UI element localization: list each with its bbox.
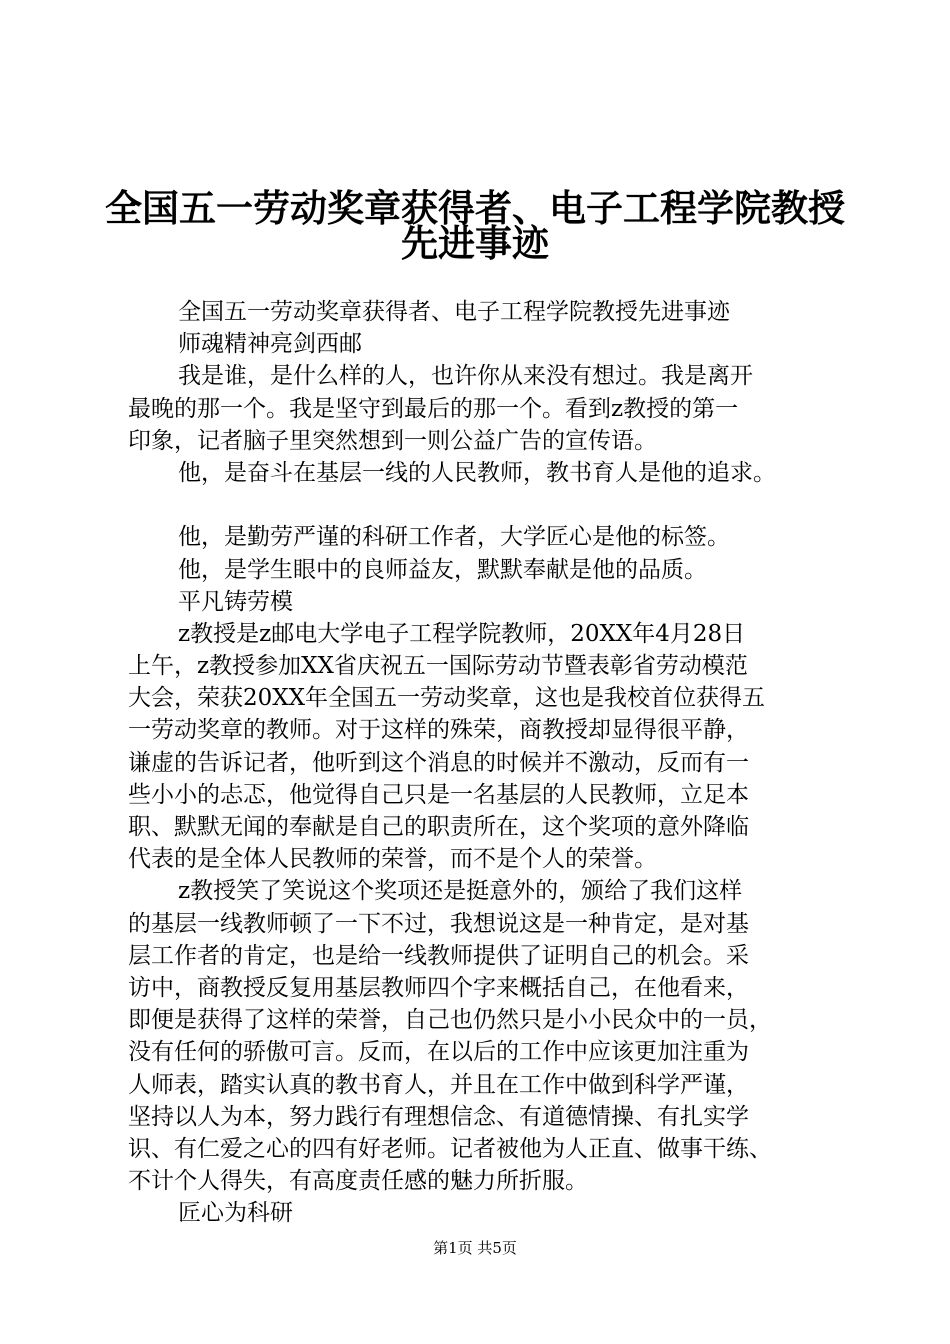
paragraph-line: 访中，商教授反复用基层教师四个字来概括自己，在他看来，: [128, 974, 749, 1001]
paragraph-line: 代表的是全体人民教师的荣誉，而不是个人的荣誉。: [128, 846, 657, 873]
paragraph-line: 些小小的忐忑，他觉得自己只是一名基层的人民教师，立足本: [128, 781, 749, 808]
paragraph-line: z教授笑了笑说这个奖项还是挺意外的，颁给了我们这样: [178, 878, 743, 905]
paragraph-line: 最晚的那一个。我是坚守到最后的那一个。看到z教授的第一: [128, 395, 739, 422]
paragraph-line: 人师表，踏实认真的教书育人，并且在工作中做到科学严谨，: [128, 1071, 749, 1098]
paragraph-line: 他，是学生眼中的良师益友，默默奉献是他的品质。: [178, 556, 707, 583]
page-footer: 第1页 共5页: [433, 1239, 517, 1257]
paragraph-line: 一劳动奖章的教师。对于这样的殊荣，商教授却显得很平静，: [128, 717, 749, 744]
paragraph-line: 他，是奋斗在基层一线的人民教师，教书育人是他的追求。: [178, 459, 776, 486]
document-title-line-1: 全国五一劳动奖章获得者、电子工程学院教授: [105, 186, 845, 230]
paragraph-line: 大会，荣获20XX年全国五一劳动奖章，这也是我校首位获得五: [128, 685, 766, 712]
paragraph-line: 没有任何的骄傲可言。反而，在以后的工作中应该更加注重为: [128, 1039, 749, 1066]
paragraph-line: 印象，记者脑子里突然想到一则公益广告的宣传语。: [128, 427, 657, 454]
paragraph-line: 谦虚的告诉记者，他听到这个消息的时候并不激动，反而有一: [128, 749, 749, 776]
paragraph-line: 坚持以人为本，努力践行有理想信念、有道德情操、有扎实学: [128, 1103, 749, 1130]
paragraph-line: 他，是勤劳严谨的科研工作者，大学匠心是他的标签。: [178, 524, 730, 551]
section-heading: 平凡铸劳模: [178, 588, 293, 615]
paragraph-line: 的基层一线教师顿了一下不过，我想说这是一种肯定，是对基: [128, 910, 749, 937]
paragraph-line: z教授是z邮电大学电子工程学院教师，20XX年4月28日: [178, 620, 746, 647]
paragraph-line: 不计个人得失，有高度责任感的魅力所折服。: [128, 1168, 588, 1195]
document-body: [128, 296, 834, 1229]
document-title-line-2: 先进事迹: [401, 221, 549, 265]
paragraph-line: 我是谁，是什么样的人，也许你从来没有想过。我是离开: [178, 363, 753, 390]
paragraph-line: 识、有仁爱之心的四有好老师。记者被他为人正直、做事干练、: [128, 1135, 772, 1162]
paragraph-line: 层工作者的肯定，也是给一线教师提供了证明自己的机会。采: [128, 942, 749, 969]
paragraph-line: 职、默默无闻的奉献是自己的职责所在，这个奖项的意外降临: [128, 814, 749, 840]
section-heading: 师魂精神亮剑西邮: [178, 331, 362, 358]
blank-line: [128, 489, 834, 521]
paragraph-line: 即便是获得了这样的荣誉，自己也仍然只是小小民众中的一员，: [128, 1007, 772, 1034]
paragraph-line: 上午，z教授参加XX省庆祝五一国际劳动节暨表彰省劳动模范: [128, 653, 748, 680]
subtitle-line: 全国五一劳动奖章获得者、电子工程学院教授先进事迹: [178, 299, 730, 325]
section-heading: 匠心为科研: [178, 1200, 293, 1227]
